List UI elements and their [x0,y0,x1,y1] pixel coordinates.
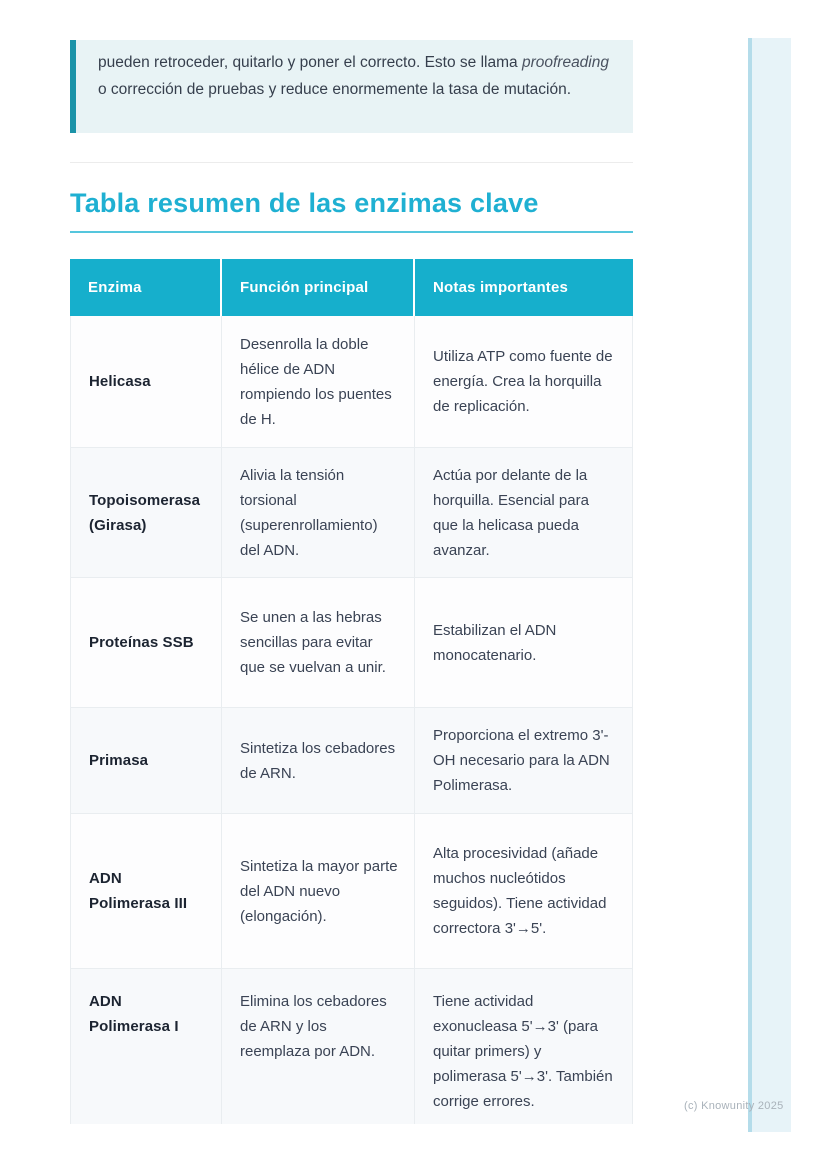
table-row [70,708,633,814]
proofreading-callout [70,40,633,133]
column-header-enzima: Enzima [70,259,222,316]
callout-text-after: o corrección de pruebas y reduce enormemente la tasa de mutación. [98,81,572,98]
table-row [70,578,633,708]
section-divider [70,162,633,163]
page-edge-strip [748,38,791,1132]
enzyme-function: Desenrolla la doble hélice de ADN rompiendo los puentes de H. [222,316,415,448]
enzyme-table-container [70,259,633,1124]
table-header-row [70,259,633,316]
page-content [70,0,633,1124]
enzyme-notes: Actúa por delante de la horquilla. Esencial para que la helicasa pueda avanzar. [415,448,633,578]
enzyme-table [70,259,633,1124]
enzyme-name: ADN Polimerasa I [70,969,222,1124]
enzyme-name: ADN Polimerasa III [70,814,222,969]
enzyme-function: Elimina los cebadores de ARN y los reemplaza por ADN. [222,969,415,1124]
enzyme-notes: Estabilizan el ADN monocatenario. [415,578,633,708]
section-heading: Tabla resumen de las enzimas clave [70,186,633,233]
enzyme-function: Se unen a las hebras sencillas para evitar que se vuelvan a unir. [222,578,415,708]
enzyme-notes: Alta procesividad (añade muchos nucleótidos seguidos). Tiene actividad correctora 3'→5'. [415,814,633,969]
watermark: (c) Knowunity 2025 [684,1100,784,1112]
enzyme-name: Primasa [70,708,222,814]
column-header-notas: Notas importantes [415,259,633,316]
enzyme-notes: Tiene actividad exonucleasa 5'→3' (para quitar primers) y polimerasa 5'→3'. También corrige errores. [415,969,633,1124]
table-row [70,448,633,578]
enzyme-notes: Proporciona el extremo 3'-OH necesario para la ADN Polimerasa. [415,708,633,814]
enzyme-name: Topoisomerasa (Girasa) [70,448,222,578]
column-header-funcion: Función principal [222,259,415,316]
callout-text-italic: proofreading [521,54,609,71]
callout-text [98,49,609,103]
enzyme-name: Helicasa [70,316,222,448]
enzyme-notes: Utiliza ATP como fuente de energía. Crea la horquilla de replicación. [415,316,633,448]
enzyme-name: Proteínas SSB [70,578,222,708]
enzyme-function: Sintetiza la mayor parte del ADN nuevo (elongación). [222,814,415,969]
table-row [70,316,633,448]
enzyme-function: Alivia la tensión torsional (superenrollamiento) del ADN. [222,448,415,578]
table-row [70,814,633,969]
enzyme-function: Sintetiza los cebadores de ARN. [222,708,415,814]
table-row [70,969,633,1124]
callout-text-before: pueden retroceder, quitarlo y poner el correcto. Esto se llama [98,54,522,71]
